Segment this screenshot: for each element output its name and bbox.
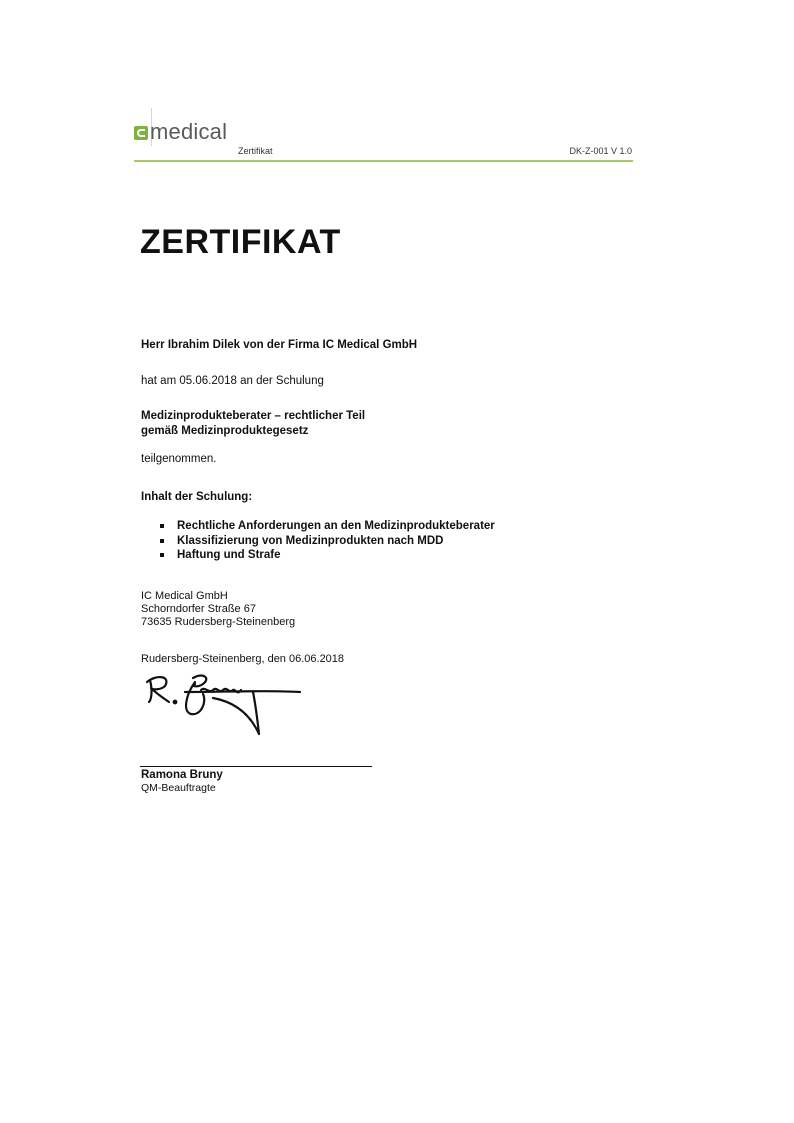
- list-item: Rechtliche Anforderungen an den Medizinprodukteberater: [160, 519, 495, 534]
- attendance-text: hat am 05.06.2018 an der Schulung: [141, 375, 324, 387]
- address-street: Schorndorfer Straße 67: [141, 603, 256, 615]
- header-doc-id: DK-Z-001 V 1.0: [569, 146, 632, 156]
- place-date: Rudersberg-Steinenberg, den 06.06.2018: [141, 653, 345, 665]
- content-list: [160, 519, 495, 563]
- recipient: Herr Ibrahim Dilek von der Firma IC Medical GmbH: [141, 339, 418, 351]
- header-doc-type: Zertifikat: [238, 146, 273, 156]
- address-company: IC Medical GmbH: [141, 590, 228, 602]
- content-heading: Inhalt der Schulung:: [141, 491, 253, 503]
- course-title-line1: Medizinprodukteberater – rechtlicher Teil: [141, 410, 366, 422]
- list-item: Klassifizierung von Medizinprodukten nach MDD: [160, 534, 495, 549]
- course-title-line2: gemäß Medizinproduktegesetz: [141, 425, 309, 437]
- signatory-name: Ramona Bruny: [141, 769, 223, 781]
- participated-text: teilgenommen.: [141, 453, 217, 465]
- logo-text: medical: [150, 119, 228, 144]
- company-logo: [134, 113, 227, 143]
- list-item: Haftung und Strafe: [160, 548, 495, 563]
- address-city: 73635 Rudersberg-Steinenberg: [141, 616, 296, 628]
- page-title: ZERTIFIKAT: [140, 223, 341, 261]
- signatory-role: QM-Beauftragte: [141, 782, 216, 794]
- header-rule: [134, 160, 633, 162]
- ic-logo-icon: [134, 126, 148, 140]
- signature-image: [145, 672, 305, 742]
- signature-line: [140, 766, 372, 767]
